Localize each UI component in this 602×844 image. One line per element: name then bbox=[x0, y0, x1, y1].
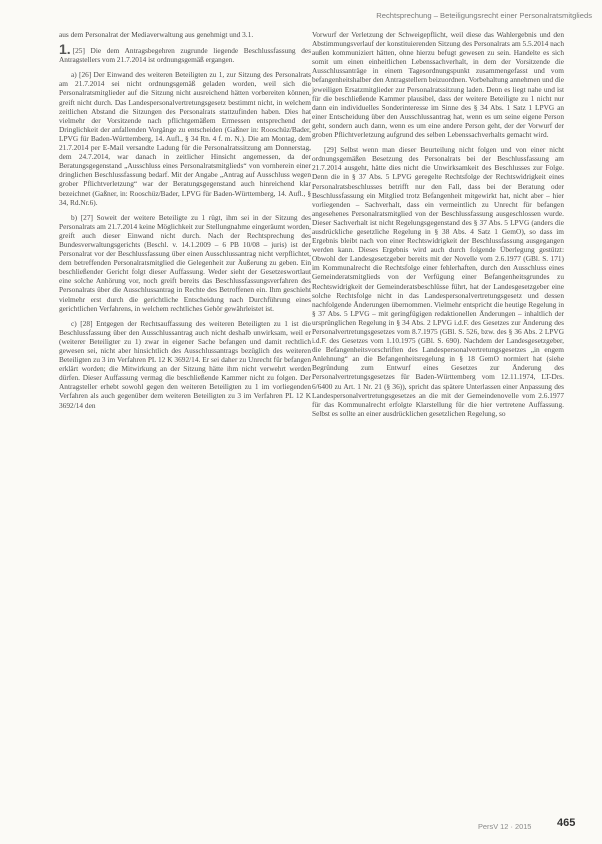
paragraph-section-1 bbox=[59, 41, 311, 65]
journal-reference: PersV 12 · 2015 bbox=[478, 822, 532, 831]
right-column bbox=[312, 30, 564, 418]
section-number: 1. bbox=[59, 41, 71, 58]
running-head: Rechtsprechung – Beteiligungsrecht einer Personalratsmitglieds bbox=[376, 11, 592, 20]
paragraph-b: b) [27] Soweit der weitere Beteiligte zu 1 rügt, ihm sei in der Sitzung des Personalrats am 21.7.2014 keine Möglichkeit zur Stellungnahme eingeräumt worden, greift auch dieser Einwand nicht durch. Nach der Rechtsprechung des Bundesverwaltungsgerichts (Beschl. v. 14.1.2009 – 6 PB 10/08 – juris) ist der Personalrat vor der Beschlussfassung über einen Ausschlussantrag nicht verpflichtet, dem betreffenden Personalratsmitglied die Gelegenheit zur Äußerung zu geben. Ein beschließender Gericht folgt dieser Auffassung. Weder sieht der Gesetzeswortlaut eine solche Anhörung vor, noch greift bereits das Beschlussfassungsverfahren des Personalrats über die Ausschlussantrag in Rechte des Betroffenen ein. Ihm geschieht vielmehr erst durch die gerichtliche Entscheidung nach Durchführung eines gerichtlichen Verfahrens, in welchem rechtliches Gehör gewährleistet ist. bbox=[59, 212, 311, 313]
left-column bbox=[59, 30, 311, 410]
section-1-text: [25] Die dem Antragsbegehren zugrunde liegende Beschlussfassung des Antragstellers vom 21.7.2014 ist ordnungsgemäß ergangen. bbox=[59, 46, 311, 65]
paragraph-intro: aus dem Personalrat der Mediaverwaltung aus genehmigt und 3.1. bbox=[59, 30, 254, 39]
paragraph-a: a) [26] Der Einwand des weiteren Beteiligten zu 1, zur Sitzung des Personalrats am 21.7.2014 sei nicht ordnungsgemäß geladen worden, weil sich die Personalratsmitglieder auf die Sitzung nicht ausreichend hätten vorbereiten können, greift nicht durch. Das Landespersonalvertretungsgesetz bestimmt nicht, in welchem zeitlichen Abstand die Sitzungen des Personalrats stattzufinden haben. Dies hat vielmehr der Vorsitzende nach pflichtgemäßem Ermessen entsprechend der Dringlichkeit der anfallenden Vorgänge zu entscheiden (Gaßner in: Rooschüz/Bader, LPVG für Baden-Württemberg, 14. Aufl., § 34 Rn. 4 f. m. N.). Die am Montag, dem 21.7.2014 per E-Mail versandte Ladung für die Personalratssitzung am Donnerstag, dem 24.7.2014, war danach in zeitlicher Hinsicht angemessen, da der Beratungsgegenstand „Ausschluss eines Personalratsmitglieds“ von vornherein einer dringlichen Beschlussfassung bedarf. Mit der Angabe „Antrag auf Ausschluss wegen grober Pflichtverletzung“ war der Beratungsgegenstand auch hinreichend klar bezeichnet (Gaßner, in: Rooschüz/Bader, LPVG für Baden-Württemberg, 14. Aufl., § 34, Rd.Nr.6). bbox=[59, 70, 311, 207]
page-number: 465 bbox=[557, 817, 576, 829]
paragraph-continuation: Vorwurf der Verletzung der Schweigepflicht, weil diese das Wahlergebnis und den Abstimmungsverlauf der konstituierenden Sitzung des Personalrats am 5.5.2014 nach außen kommuniziert hätten, ohne hierzu befugt gewesen zu sein. Handelte es sich somit um einen einheitlichen Lebenssachverhalt, in dem der Vorsitzende die Ausschlussanträge in einem Tagesordnungspunkt zusammengefasst und vom befangenheitshalber den Antragstellern beizuordnen. Vorbehaltung annehmen und die jeweiligen Ersatzmitglieder zur Personalratssitzung laden. Denn es liegt nahe und ist für die beschließende Kammer plausibel, dass der weitere Beteiligte zu 1 nicht nur dann ein individuelles Sonderinteresse im Sinne des § 34 Abs. 1 Satz 1 LPVG an einer Entscheidung über den Ausschlussantrag hat, wenn es um seine eigene Person geht, sondern auch dann, wenn es um eine andere Person geht, der der Vorwurf der groben Pflichtverletzung aufgrund des selben Lebenssachverhalts gemacht wird. bbox=[312, 30, 564, 140]
paragraph-c: c) [28] Entgegen der Rechtsauffassung des weiteren Beteiligten zu 1 ist die Beschlussfassung über den Ausschlussantrag auch nicht deshalb unwirksam, weil er (weiterer Beteiligter zu 1) zwar in eigener Sache befangen und damit rechtlich gewesen sei, nicht aber hinsichtlich des Ausschlussantrags bezüglich des weiteren Beteiligten zu 3 im Verfahren PL 12 K 3692/14. Er sei daher zu Unrecht für befangen erklärt worden; die Mitwirkung an der Sitzung hätte ihm nicht verwehrt werden dürfen. Dieser Auffassung vermag die beschließende Kammer nicht zu folgen. Der Antragsteller erhebt sowohl gegen den weiteren Beteiligten zu 1 im vorliegenden Verfahren als auch gegenüber dem weiteren Beteiligten zu 3 im Verfahren PL 12 K 3692/14 den bbox=[59, 318, 311, 410]
paragraph-29: [29] Selbst wenn man dieser Beurteilung nicht folgen und von einer nicht ordnungsgemäßen Besetzung des Personalrats bei der Beschlussfassung am 21.7.2014 ausgeht, hätte dies nicht die Unwirksamkeit des Beschlusses zur Folge. Denn die in § 37 Abs. 5 LPVG geregelte Rechtsfolge der Rechtswidrigkeit eines Personalratsbeschlusses betrifft nur den Fall, dass bei der Beratung oder Beschlussfassung ein Mitglied trotz Befangenheit mitgewirkt hat, nicht aber – hier vorliegenden – Sachverhalt, dass ein vermeintlich zu Unrecht für befangen angesehenes Personalratsmitglied von der Beschlussfassung ausgeschlossen wurde. Dieser Sachverhalt ist nicht Regelungsgegenstand des § 37 Abs. 5 LPVG (anders die ausdrückliche gesetzliche Regelung in § 38 Abs. 4 Satz 1 GemO), so dass im Ergebnis bleibt nach von einer Rechtswidrigkeit der Beschlussfassung ausgegangen werden kann. Dieses Ergebnis wird auch durch folgende Überlegung gestützt: Obwohl der Landesgesetzgeber bereits mit der Novelle vom 2.6.1977 (GBl. S. 171) im Kommunalrecht die Rechtsfolge einer fehlerhaften, durch den Ausschluss eines Gemeinderatsmitglieds von der Verfügung einer Befangenheitsgrundes zu Rechtswidrigkeit der Gemeinderatsbeschlüsse führt, hat der Landesgesetzgeber eine solche Rechtsfolge nicht in das Landespersonalvertretungsgesetz und dessen nachfolgende Änderungen übernommen. Vielmehr entspricht die heutige Regelung in § 37 Abs. 5 LPVG – mit geringfügigen redaktionellen Änderungen – inhaltlich der ursprünglichen Regelung in § 34 Abs. 2 LPVG i.d.F. des Gesetzes zur Änderung des Personalvertretungsgesetzes vom 8.7.1975 (GBl. S. 526, bzw. des § 36 Abs. 2 LPVG i.d.F. des Gesetzes vom 1.10.1975 (GBl. S. 690). Nachdem der Landesgesetzgeber, die Befangenheitsvorschriften des Landespersonalvertretungsgesetzes „in engem Anlehnung“ an die Befangenheitsregelung in § 18 GemO normiert hat (siehe Begründung zum Entwurf eines Gesetzes zur Änderung des Personalvertretungsgesetzes für Baden-Württemberg vom 12.11.1974, LT-Drs. 6/6400 zu Art. 1 Nr. 21 (§ 36)), spricht das spätere Unterlassen einer Anpassung des Landespersonalvertretungsgesetzes an die mit der Gemeindenovelle vom 2.6.1977 für das Kommunalrecht erfolgte Klarstellung für die hier vertretene Auffassung. Selbst es sollte an einer ausdrücklichen gesetzlichen Regelung, so bbox=[312, 145, 564, 418]
